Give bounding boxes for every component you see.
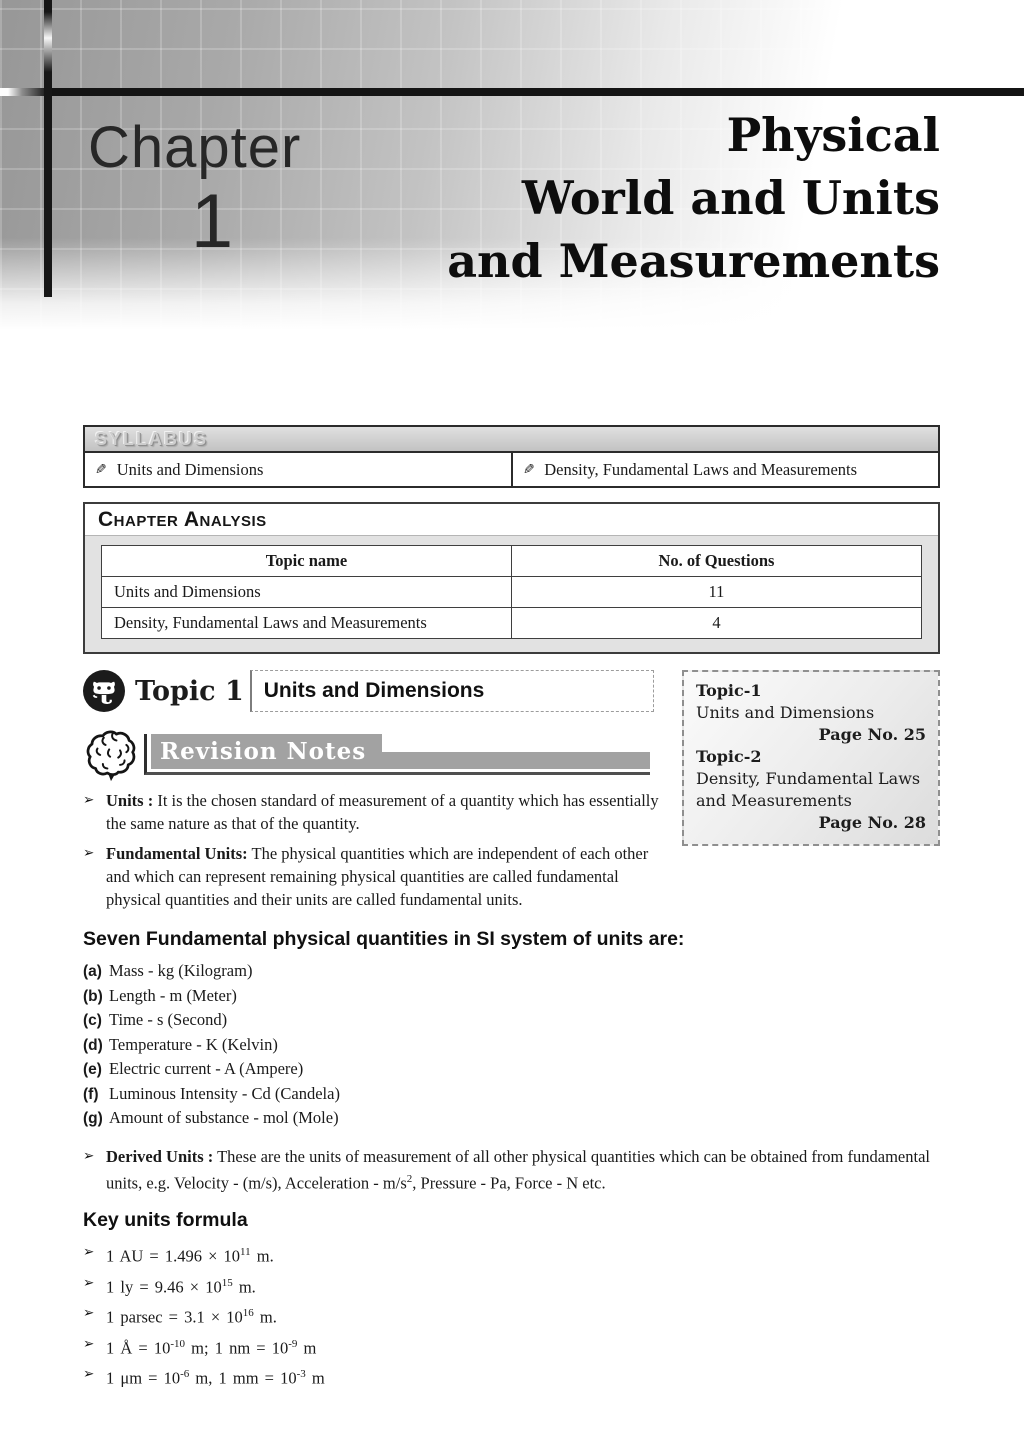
syllabus-item (511, 453, 939, 486)
note-text: These are the units of measurement of all other physical quantities which can be obtained from fundamental units, e.g. Velocity - (m/s), Acceleration - m/s (106, 1146, 930, 1192)
column-header-topic: Topic name (102, 546, 512, 577)
formula-item (83, 1300, 940, 1331)
si-item-label: (b) (83, 987, 103, 1005)
formula-item (83, 1239, 940, 1270)
formula-text: 1 AU = 1.496 × 10 (106, 1246, 241, 1266)
topic-number-label: Topic 1 (135, 675, 244, 707)
topic-title-box: Units and Dimensions (250, 670, 654, 712)
syllabus-item (85, 453, 511, 486)
header-horizontal-rule (0, 88, 1024, 96)
topic-heading (83, 670, 664, 712)
si-item-text: Amount of substance - mol (Mole) (109, 1108, 339, 1127)
formula-text: 1 Å = 10 (106, 1338, 171, 1357)
formula-item (83, 1331, 940, 1362)
si-list-item (83, 1057, 940, 1082)
formula-text: m. (232, 1277, 256, 1296)
arrow-bullet-icon: ➢ (83, 1147, 95, 1164)
page-title (447, 104, 940, 293)
revision-notes-bar (144, 734, 650, 775)
page-content (0, 425, 1024, 1392)
si-item-label: (a) (83, 963, 102, 980)
si-item-text: Temperature - K (Kelvin) (109, 1034, 278, 1054)
page-title-line-3: and Measurements (447, 234, 940, 288)
arrow-bullet-icon: ➢ (83, 1244, 95, 1260)
formula-text: m, 1 mm = 10 (189, 1368, 297, 1388)
header-vertical-rule (44, 0, 52, 297)
chapter-analysis-title: Chapter Analysis (85, 504, 938, 535)
si-quantities-heading: Seven Fundamental physical quantities in SI system of units are: (83, 928, 685, 950)
questions-cell: 11 (512, 577, 922, 608)
pen-nib-icon: ✎ (95, 462, 107, 478)
brain-icon (83, 726, 139, 782)
arrow-bullet-icon: ➢ (83, 792, 95, 808)
syllabus-title: SYLLABUS (95, 429, 209, 449)
note-item (83, 842, 940, 911)
topic-section (83, 670, 940, 1392)
arrow-bullet-icon: ➢ (83, 1274, 95, 1291)
questions-cell: 4 (512, 608, 922, 639)
column-header-questions: No. of Questions (512, 546, 922, 577)
arrow-bullet-icon: ➢ (83, 845, 95, 861)
si-list-item (83, 984, 940, 1009)
note-term: Fundamental Units: (106, 844, 248, 863)
si-list-item (83, 1033, 940, 1058)
formula-text: 1 parsec = 3.1 × 10 (106, 1307, 243, 1327)
chapter-block (86, 114, 338, 263)
si-item-text: Length - m (Meter) (109, 985, 237, 1005)
note-item (83, 789, 940, 835)
syllabus-item-label: Units and Dimensions (116, 460, 264, 479)
formula-text: 1 ly = 9.46 × 10 (106, 1277, 222, 1296)
si-item-text: Mass - kg (Kilogram) (109, 961, 253, 980)
key-units-heading: Key units formula (83, 1209, 248, 1231)
revision-notes-label: Revision Notes (151, 734, 382, 769)
revision-notes-bar-tail (382, 752, 650, 769)
si-list-item (83, 1106, 940, 1131)
topic-cell: Density, Fundamental Laws and Measurements (102, 608, 512, 639)
syllabus-items-row (85, 453, 938, 486)
page-title-line-1: Physical (726, 108, 940, 162)
superscript: 15 (221, 1276, 233, 1289)
formula-text: m. (250, 1246, 274, 1266)
si-item-label: (f) (83, 1085, 99, 1103)
topic-index-title: Density, Fundamental Laws and Measurements (696, 769, 921, 810)
chapter-analysis-section (83, 502, 940, 654)
topic-index-title: Units and Dimensions (696, 703, 875, 722)
arrow-bullet-icon: ➢ (83, 1366, 95, 1382)
si-item-label: (g) (83, 1110, 103, 1127)
note-text: , Pressure - Pa, Force - N etc. (412, 1173, 606, 1192)
superscript: -6 (180, 1368, 190, 1380)
si-item-text: Luminous Intensity - Cd (Candela) (109, 1083, 340, 1103)
superscript: -9 (288, 1337, 298, 1350)
derived-units-note (83, 1145, 940, 1195)
chapter-number: 1 (190, 179, 234, 264)
superscript: 11 (240, 1246, 251, 1258)
pen-nib-icon: ✎ (522, 462, 535, 478)
topic-cell: Units and Dimensions (102, 577, 512, 608)
octocat-icon (83, 670, 125, 712)
topic-index-page: Page No. 25 (818, 725, 926, 744)
superscript: -10 (170, 1337, 186, 1350)
note-text: The physical quantities which are independent of each other and which can represent remaining physical quantities are called fundamental physical quantities and their units are called fundamental units. (106, 844, 649, 909)
arrow-bullet-icon: ➢ (83, 1335, 95, 1352)
topic-index-label: Topic-2 (696, 747, 762, 766)
chapter-analysis-body (85, 535, 938, 652)
formula-text: 1 μm = 10 (106, 1368, 181, 1388)
si-list-item (83, 1082, 940, 1107)
superscript: -3 (296, 1368, 306, 1380)
superscript: 2 (406, 1172, 413, 1185)
table-row (102, 608, 922, 639)
superscript: 16 (242, 1307, 254, 1319)
topic-index-page: Page No. 28 (818, 813, 926, 832)
formula-item (83, 1270, 940, 1301)
si-item-label: (e) (83, 1061, 102, 1078)
formula-text: m (305, 1368, 325, 1388)
si-list-item (83, 1008, 940, 1033)
note-term: Units : (106, 791, 154, 810)
formula-item (83, 1361, 940, 1392)
topic-index-label: Topic-1 (696, 681, 762, 700)
page-title-line-2: World and Units (521, 171, 940, 225)
note-term: Derived Units : (106, 1146, 214, 1166)
syllabus-section (83, 425, 940, 488)
syllabus-header (85, 427, 938, 453)
chapter-header (0, 0, 1024, 330)
syllabus-item-label: Density, Fundamental Laws and Measurements (544, 460, 858, 479)
si-list-item (83, 959, 940, 984)
formula-text: m (297, 1338, 317, 1357)
chapter-label: Chapter (88, 115, 302, 180)
table-header-row (102, 546, 922, 577)
si-item-text: Time - s (Second) (109, 1010, 228, 1029)
formula-text: m. (253, 1307, 277, 1327)
chapter-analysis-table (101, 545, 922, 639)
si-item-label: (d) (83, 1036, 103, 1054)
arrow-bullet-icon: ➢ (83, 1305, 95, 1321)
si-item-text: Electric current - A (Ampere) (109, 1059, 304, 1078)
table-row (102, 577, 922, 608)
si-item-label: (c) (83, 1012, 102, 1029)
revision-notes-heading (83, 726, 650, 782)
formula-text: m; 1 nm = 10 (185, 1338, 289, 1357)
note-text: It is the chosen standard of measurement of a quantity which has essentially the same nature as that of the quantity. (106, 791, 659, 833)
